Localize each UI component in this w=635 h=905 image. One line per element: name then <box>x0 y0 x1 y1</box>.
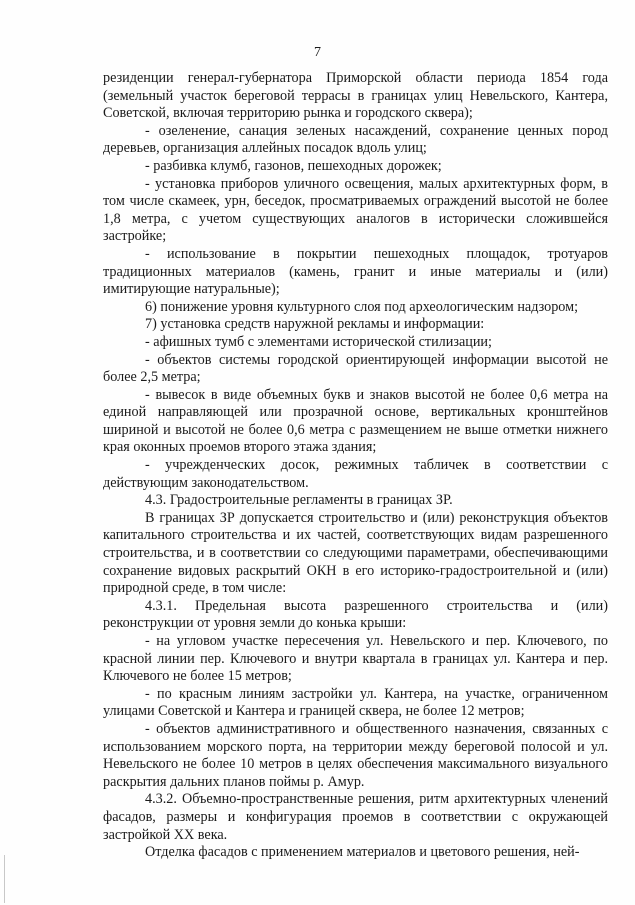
paragraph: 4.3.2. Объемно-пространственные решения, ритм архитектурных членений фасадов, размеры и конфигурация проемов в соответствии с окружающей застройкой XX века. <box>103 791 608 843</box>
paragraph: - объектов системы городской ориентирующей информации высотой не более 2,5 метра; <box>103 351 608 386</box>
page-number: 7 <box>314 45 321 60</box>
paragraph: Отделка фасадов с применением материалов и цветового решения, ней- <box>145 844 580 861</box>
paragraph: - использование в покрытии пешеходных площадок, тротуаров традиционных материалов (камень, гранит и иные материалы и (или) имитирующие натуральные); <box>103 245 608 298</box>
scan-edge-line <box>4 855 5 903</box>
paragraph: 4.3.1. Предельная высота разрешенного строительства и (или) реконструкции от уровня земли до конька крыши: <box>103 597 608 632</box>
paragraph: - по красным линиям застройки ул. Кантера, на участке, ограниченном улицами Советской и Кантера и границей сквера, не более 12 метров; <box>103 685 608 720</box>
paragraph: - афишных тумб с элементами исторической стилизации; <box>145 333 492 350</box>
paragraph: В границах ЗР допускается строительство и (или) реконструкция объектов капитального строительства и их частей, соответствующих видам разрешенного строительства, и в соответствии со следующими параметрами, обеспечивающими сохранение видовых раскрытий ОКН в его историко-градостроительной и (или) природной среде, в том числе: <box>103 509 608 597</box>
paragraph: - учрежденческих досок, режимных табличек в соответствии с действующим законодательством. <box>103 457 608 491</box>
section-heading: 4.3. Градостроительные регламенты в границах ЗР. <box>145 492 453 509</box>
paragraph: 7) установка средств наружной рекламы и информации: <box>145 316 485 333</box>
paragraph: - установка приборов уличного освещения, малых архитектурных форм, в том числе скамеек, урн, беседок, просматриваемых ограждений высотой не более 1,8 метра, с учетом существующих аналогов в исторически сложившейся застройке; <box>103 175 608 245</box>
paragraph: - объектов административного и общественного назначения, связанных с использованием морского порта, на территории между береговой полосой и ул. Невельского не более 10 метров в целях обеспечения максимального визуального раскрытия дальних планов поймы р. Амур. <box>103 720 608 790</box>
paragraph: - на угловом участке пересечения ул. Невельского и пер. Ключевого, по красной линии пер. Ключевого и внутри квартала в границах ул. Кантера и пер. Ключевого не более 15 метров; <box>103 633 608 685</box>
paragraph: - озеленение, санация зеленых насаждений, сохранение ценных пород деревьев, организация аллейных посадок вдоль улиц; <box>103 122 608 157</box>
document-body <box>103 70 608 862</box>
paragraph: резиденции генерал-губернатора Приморской области периода 1854 года (земельный участок береговой террасы в границах улиц Невельского, Кантера, Советской, включая территорию рынка и городского сквера); <box>103 70 608 122</box>
paragraph: 6) понижение уровня культурного слоя под археологическим надзором; <box>145 298 579 315</box>
paragraph: - вывесок в виде объемных букв и знаков высотой не более 0,6 метра на единой направляющей или прозрачной основе, вертикальных кронштейнов шириной и высотой не более 0,6 метра с размещением не выше отметки нижнего края оконных проемов второго этажа здания; <box>103 386 608 456</box>
paragraph: - разбивка клумб, газонов, пешеходных дорожек; <box>145 157 442 174</box>
